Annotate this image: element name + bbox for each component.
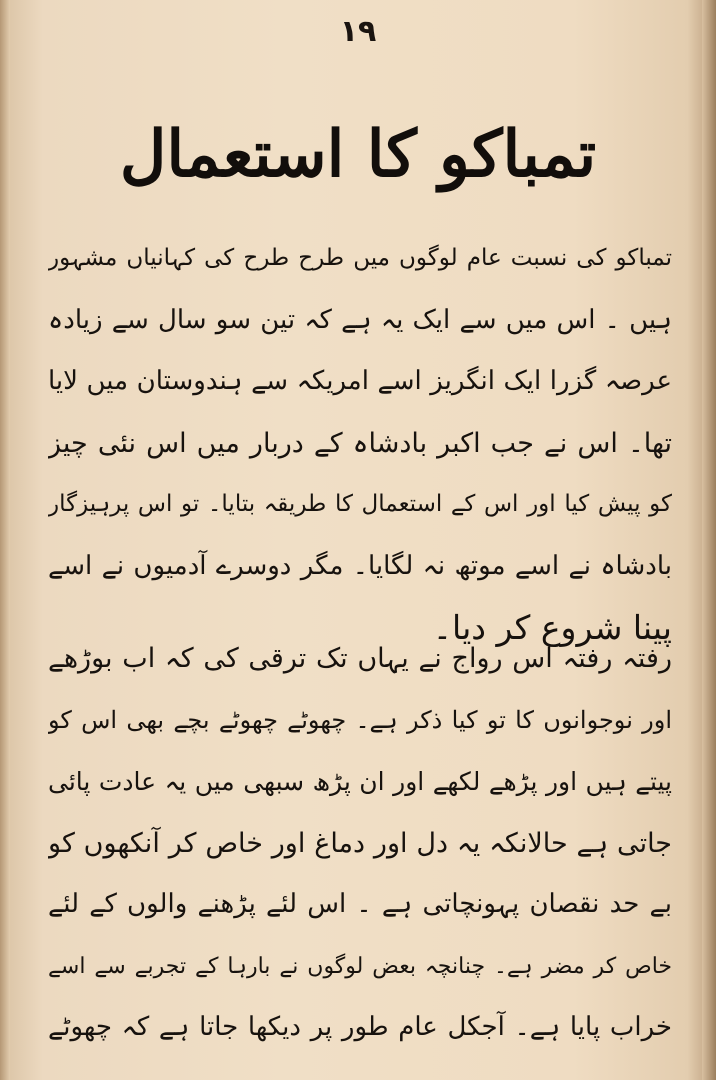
page-number: ۱۹ [339,14,377,49]
page-title: تمباکو کا استعمال [119,117,597,192]
text-line: کو پیش کیا اور اس کے استعمال کا طریقہ بتایا۔ تو اس پرہیزگار [48,491,672,517]
text-line: جاتی ہے حالانکہ یہ دل اور دماغ اور خاص کر آنکھوں کو [48,827,672,859]
text-line: تھا۔ اس نے جب اکبر بادشاہ کے دربار میں اس نئی چیز [48,427,672,459]
text-line: بے حد نقصان پہونچاتی ہے ۔ اس لئے پڑھنے والوں کے لئے [48,889,672,919]
text-line: پینا شروع کر دیا۔ [432,608,672,647]
paragraph-2 [48,628,672,1059]
text-line: پیتے ہیں اور پڑھے لکھے اور ان پڑھ سبھی میں یہ عادت پائی [48,767,672,796]
text-line: تمباکو کی نسبت عام لوگوں میں طرح طرح کی کہانیاں مشہور [48,245,672,271]
text-line: بادشاہ نے اسے موتھ نہ لگایا۔ مگر دوسرے آدمیوں نے اسے [48,550,672,581]
text-line: خراب پایا ہے۔ آجکل عام طور پر دیکھا جاتا ہے کہ چھوٹے [48,1012,672,1042]
text-line: خاص کر مضر ہے۔ چنانچہ بعض لوگوں نے بارہا کے تجربے سے اسے [48,953,672,979]
text-line: عرصہ گزرا ایک انگریز اسے امریکہ سے ہندوستان میں لایا [48,366,672,396]
text-line: اور نوجوانوں کا تو کیا ذکر ہے۔ چھوٹے چھوٹے بچے بھی اس کو [48,705,672,734]
text-line: ہیں ۔ اس میں سے ایک یہ ہے کہ تین سو سال سے زیادہ [48,304,672,335]
text-line: رفتہ رفتہ اس رواج نے یہاں تک ترقی کی کہ اب بوڑھے [48,643,672,674]
paragraph-1 [48,228,672,659]
